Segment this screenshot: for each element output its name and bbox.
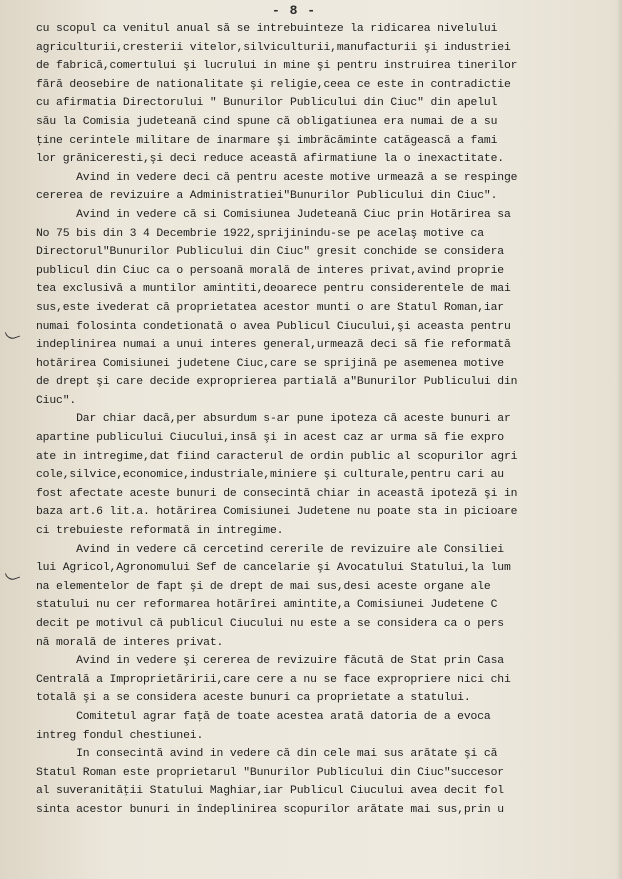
text-line: de drept şi care decide exproprierea partială a"Bunurilor Publicului din <box>36 376 518 389</box>
text-line: No 75 bis din 3 4 Decembrie 1922,sprijinindu-se pe acelaş motive ca <box>36 227 484 240</box>
text-line: na elementelor de fapt şi de drept de mai sus,desi aceste organe ale <box>36 580 491 593</box>
document-body <box>36 20 622 820</box>
text-line: agriculturii,cresterii vitelor,silviculturii,manufacturii şi industriei <box>36 41 511 54</box>
text-line: decit pe motivul că publicul Ciucului nu este a se considera ca o pers <box>36 618 504 630</box>
page-edge-shadow <box>616 0 622 879</box>
text-line: lor grăniceresti,şi deci reduce această afirmatiune la o inexactitate. <box>36 153 504 166</box>
text-line: ate in intregime,dat fiind caracterul de ordin public al scopurilor agri <box>36 450 518 463</box>
text-line: Avind in vedere că si Comisiunea Judeteană Ciuc prin Hotărirea sa <box>36 208 511 221</box>
text-line: hotărirea Comisiunei judetene Ciuc,care se sprijină pe asemenea motive <box>36 357 504 370</box>
text-line: nă morală de interes privat. <box>36 636 224 649</box>
text-line: al suveranităţii Statului Maghiar,iar Publicul Ciucului avea decit fol <box>36 785 504 798</box>
text-line: Avind in vedere deci că pentru aceste motive urmează a se respinge <box>36 171 518 184</box>
text-line: numai folosinta condetionată o avea Publicul Ciucului,şi aceasta pentru <box>36 320 511 333</box>
text-line: intreg fondul chestiunei. <box>36 729 204 742</box>
text-line: statului nu cer reformarea hotărîrei amintite,a Comisiunei Judetene C <box>36 599 498 612</box>
text-line: Ciuc". <box>36 394 77 407</box>
text-line: Directorul"Bunurilor Publicului din Ciuc" gresit conchide se considera <box>36 246 504 259</box>
margin-mark <box>5 569 20 582</box>
page-number: - 8 - <box>272 3 317 18</box>
text-line: baza art.6 lit.a. hotărirea Comisiunei Judetene nu poate sta in picioare <box>36 506 518 519</box>
text-line: cererea de revizuire a Administratiei"Bunurilor Publicului din Ciuc". <box>36 190 498 203</box>
text-line: cole,silvice,economice,industriale,miniere şi culturale,pentru cari au <box>36 469 504 482</box>
text-line: cu scopul ca venitul anual să se intrebuinteze la ridicarea nivelului <box>36 23 498 35</box>
text-line: Dar chiar dacă,per absurdum s-ar pune ipoteza că aceste bunuri ar <box>36 413 511 426</box>
text-line: tea exclusivă a muntilor amintiti,deoarece pentru considerentele de mai <box>36 283 511 296</box>
text-line: sinta acestor bunuri in îndeplinirea scopurilor arătate mai sus,prin u <box>36 803 504 816</box>
text-line: cu afirmatia Directorului " Bunurilor Publicului din Ciuc" din apelul <box>36 97 498 110</box>
margin-mark <box>5 328 20 341</box>
text-line: Centrală a Improprietăririi,care cere a nu se face expropriere nici chi <box>36 673 511 686</box>
text-line: Avind in vedere că cercetind cererile de revizuire ale Consiliei <box>36 543 504 556</box>
text-line: ţine cerintele militare de inarmare şi imbrăcăminte catăgească a fami <box>36 134 498 147</box>
text-line: Statul Roman este proprietarul "Bunurilor Publicului din Ciuc"succesor <box>36 766 504 779</box>
text-line: Comitetul agrar faţă de toate acestea arată datoria de a evoca <box>36 710 491 723</box>
text-line: fără deosebire de nationalitate şi religie,ceea ce este in contradictie <box>36 78 511 91</box>
text-line: ci trebuieste reformată in intregime. <box>36 525 284 538</box>
text-line: Avind in vedere şi cererea de revizuire făcută de Stat prin Casa <box>36 655 504 668</box>
text-line: lui Agricol,Agronomului Sef de cancelarie şi Avocatului Statului,la lum <box>36 562 511 575</box>
text-line: fost afectate aceste bunuri de consecintă chiar in această ipoteză şi in <box>36 487 518 500</box>
text-line: indeplinirea numai a unui interes general,urmează deci să fie reformată <box>36 339 511 352</box>
text-line: de fabrică,comertului şi lucrului in mine şi pentru instruirea tinerilor <box>36 60 518 73</box>
text-line: publicul din Ciuc ca o persoană morală de interes privat,avind proprie <box>36 264 504 277</box>
text-line: său la Comisia judeteană cind spune că obligatiunea era numai de a su <box>36 115 498 128</box>
text-line: totală şi a se considera aceste bunuri ca proprietate a statului. <box>36 692 471 705</box>
text-line: In consecintă avind in vedere că din cele mai sus arătate şi că <box>36 748 498 761</box>
text-line: sus,este ivederat că proprietatea acestor munti o are Statul Roman,iar <box>36 301 504 314</box>
text-line: apartine publicului Ciucului,insă şi in acest caz ar urma să fie expro <box>36 432 504 445</box>
